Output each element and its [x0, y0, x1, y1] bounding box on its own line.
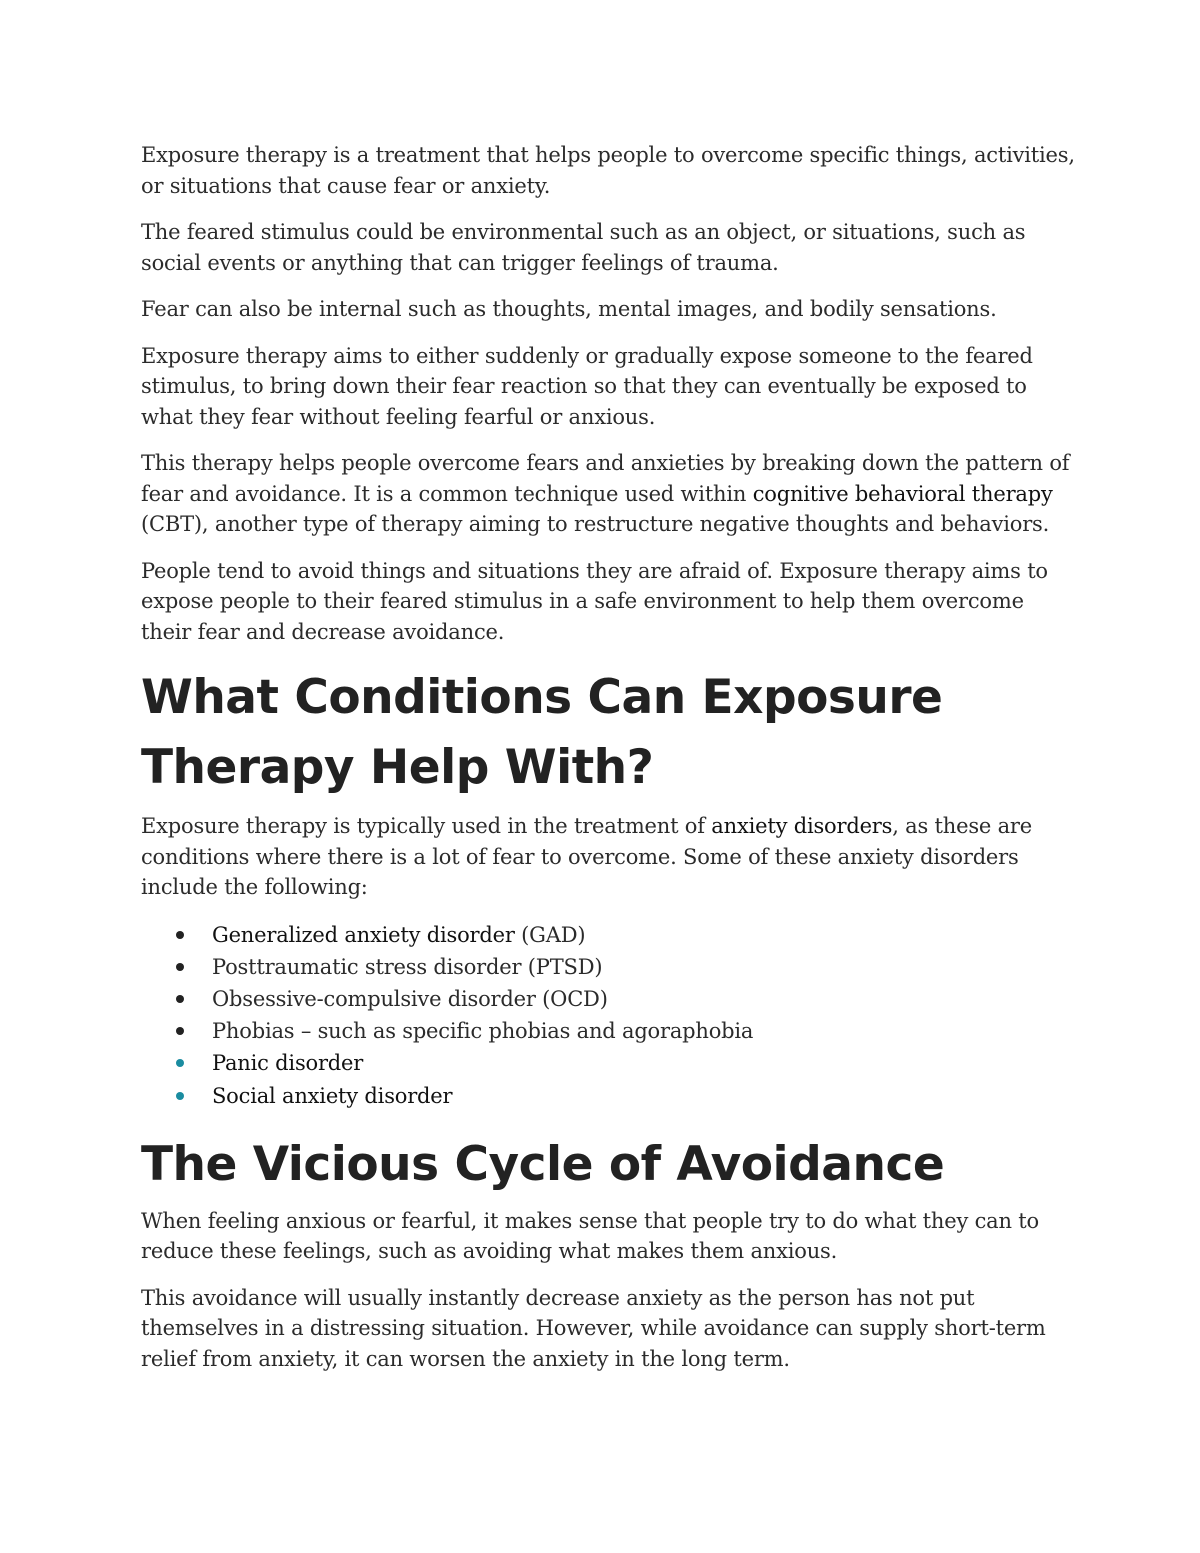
- avoidance-paragraph: People tend to avoid things and situations they are afraid of. Exposure therapy aims to expose people to their feared stimulus in a safe environment to help them overcome their fear and decrease avoidance.: [141, 558, 1048, 644]
- vicious-cycle-paragraph-1: When feeling anxious or fearful, it makes sense that people try to do what they can to reduce these feelings, such as avoiding what makes them anxious.: [141, 1208, 1039, 1264]
- document-page: [141, 140, 1076, 1390]
- list-item-panic: [141, 1047, 1076, 1079]
- list-item-gad: [141, 919, 1076, 951]
- intro-paragraph-3: Fear can also be internal such as thoughts, mental images, and bodily sensations.: [141, 297, 997, 321]
- ocd-text: Obsessive-compulsive disorder (OCD): [212, 986, 608, 1011]
- conditions-heading: What Conditions Can Exposure Therapy Help With?: [141, 670, 943, 795]
- anxiety-disorders-link[interactable]: anxiety disorders: [711, 814, 893, 838]
- list-item-phobias: [141, 1015, 1076, 1047]
- cbt-text-after: (CBT), another type of therapy aiming to restructure negative thoughts and behaviors.: [141, 512, 1050, 536]
- phobias-text: Phobias – such as specific phobias and agoraphobia: [212, 1019, 754, 1044]
- conditions-list: [141, 919, 1076, 1112]
- gad-suffix: (GAD): [514, 922, 586, 947]
- conditions-intro-after: , as these are conditions where there is a lot of fear to overcome. Some of these anxiety disorders include the following:: [141, 814, 1032, 899]
- cbt-text-before: This therapy helps people overcome fears and anxieties by breaking down the pattern of fear and avoidance. It is a common technique used within: [141, 451, 1070, 506]
- list-item-social-anxiety: [141, 1080, 1076, 1112]
- panic-disorder-link[interactable]: Panic disorder: [212, 1051, 364, 1076]
- vicious-cycle-paragraph-2: This avoidance will usually instantly decrease anxiety as the person has not put themselves in a distressing situation. However, while avoidance can supply short-term relief from anxiety, it can worsen the anxiety in the long term.: [141, 1285, 1046, 1371]
- bullet-icon: [176, 931, 184, 939]
- bullet-icon: [176, 1027, 184, 1035]
- cbt-paragraph: [141, 448, 1076, 540]
- intro-paragraph-2: The feared stimulus could be environmental such as an object, or situations, such as social events or anything that can trigger feelings of trauma.: [141, 220, 1026, 275]
- conditions-intro: [141, 811, 1076, 903]
- intro-paragraph-1: Exposure therapy is a treatment that helps people to overcome specific things, activities, or situations that cause fear or anxiety.: [141, 143, 1075, 198]
- intro-paragraph-4: Exposure therapy aims to either suddenly or gradually expose someone to the feared stimulus, to bring down their fear reaction so that they can eventually be exposed to what they fear without feeling fearful or anxious.: [141, 343, 1033, 429]
- bullet-icon: [176, 1059, 184, 1067]
- bullet-icon: [176, 1092, 184, 1100]
- list-item-ptsd: [141, 951, 1076, 983]
- list-item-ocd: [141, 983, 1076, 1015]
- gad-link[interactable]: Generalized anxiety disorder: [212, 922, 515, 947]
- bullet-icon: [176, 995, 184, 1003]
- social-anxiety-link[interactable]: Social anxiety disorder: [212, 1083, 453, 1108]
- conditions-intro-before: Exposure therapy is typically used in the treatment of: [141, 814, 712, 838]
- bullet-icon: [176, 963, 184, 971]
- cbt-link[interactable]: cognitive behavioral therapy: [752, 481, 1053, 506]
- vicious-cycle-heading: The Vicious Cycle of Avoidance: [141, 1136, 945, 1192]
- ptsd-text: Posttraumatic stress disorder (PTSD): [212, 954, 603, 979]
